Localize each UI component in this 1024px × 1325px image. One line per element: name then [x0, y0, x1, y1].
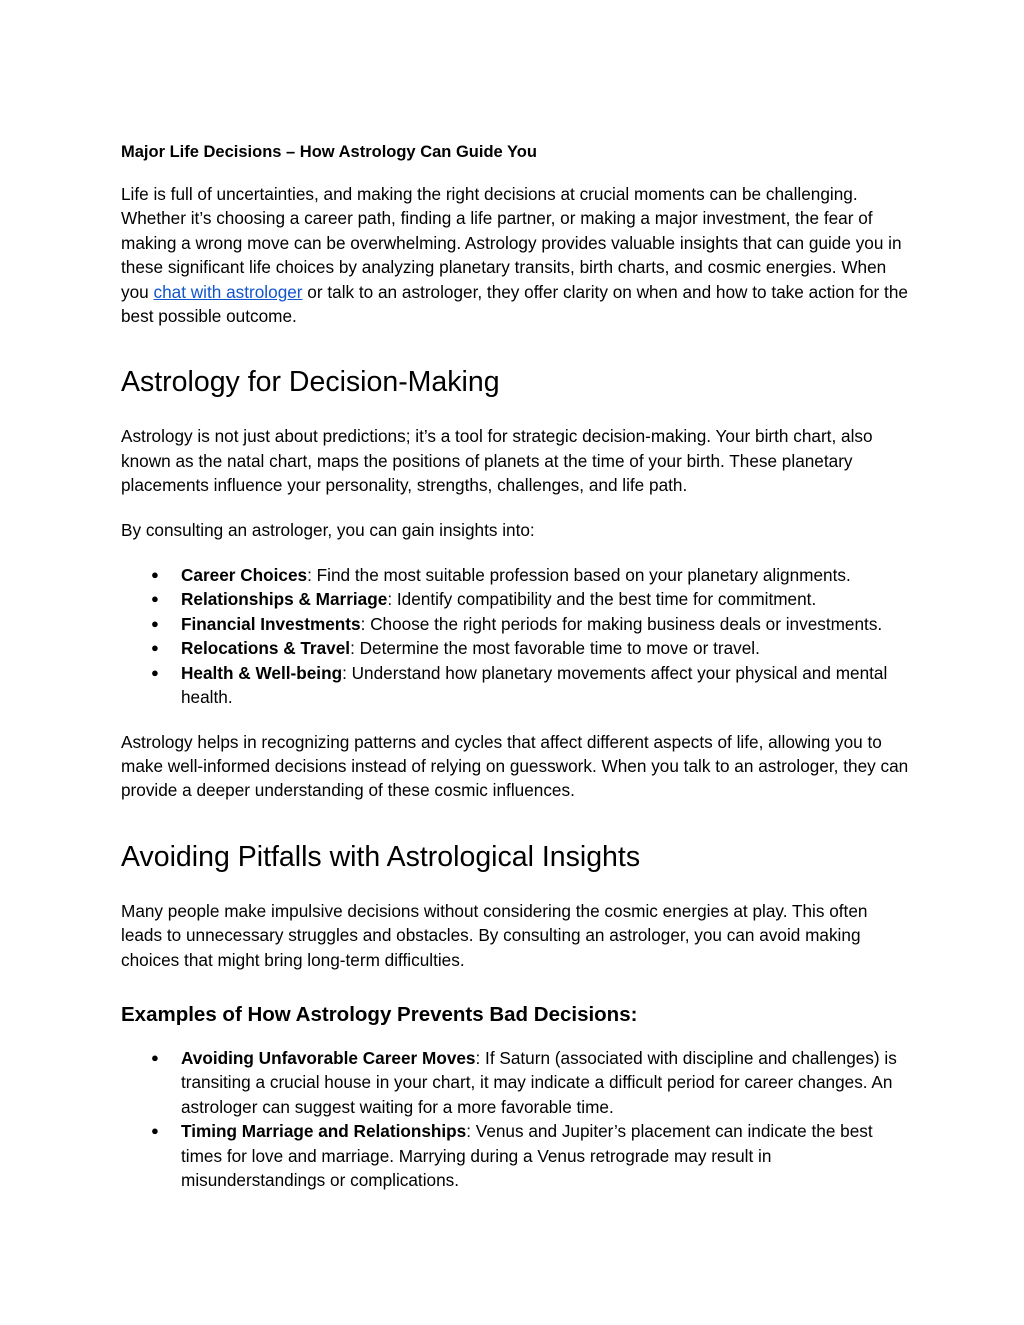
list-item: [121, 1119, 911, 1192]
intro-text-before: Life is full of uncertainties, and making the right decisions at crucial moments can be challenging. Whether it’s choosing a career path, finding a life partner, or making a major investment, the fear of making a wrong move can be overwhelming. Astrology provides valuable insights that can guide you in these significant life choices by analyzing planetary transits, birth charts, and cosmic energies. When you: [121, 184, 902, 302]
subheading-examples: Examples of How Astrology Prevents Bad Decisions:: [121, 1002, 638, 1026]
list-item: [121, 636, 911, 660]
section1-paragraph-1: Astrology is not just about predictions; it’s a tool for strategic decision-making. Your birth chart, also known as the natal chart, maps the positions of planets at the time of your birth. These planetary placements influence your personality, strengths, challenges, and life path.: [121, 426, 873, 496]
list-item: [121, 612, 911, 636]
section-heading-avoiding-pitfalls: Avoiding Pitfalls with Astrological Insights: [121, 840, 641, 873]
chat-with-astrologer-link[interactable]: chat with astrologer: [153, 281, 303, 302]
bullet-icon: ●: [151, 1123, 159, 1139]
section-heading-decision-making: Astrology for Decision-Making: [121, 366, 500, 399]
section1-paragraph-3: Astrology helps in recognizing patterns and cycles that affect different aspects of life, allowing you to make well-informed decisions instead of relying on guesswork. When you talk to an astrologer, they can provide a deeper understanding of these cosmic influences.: [121, 731, 909, 801]
bullet-icon: ●: [151, 640, 159, 656]
bullet-icon: ●: [151, 615, 159, 631]
list-item-term: Financial Investments: [181, 613, 361, 634]
list-item-text: : If Saturn (associated with discipline and challenges) is transiting a crucial house in your chart, it may indicate a difficult period for career changes. An astrologer can suggest waiting for a more favorable time.: [181, 1047, 897, 1117]
list-item-text: : Identify compatibility and the best time for commitment.: [387, 589, 817, 610]
list-item: [121, 661, 911, 710]
bullet-icon: ●: [151, 567, 159, 583]
examples-list: [121, 1046, 911, 1192]
list-item-text: : Venus and Jupiter’s placement can indicate the best times for love and marriage. Marrying during a Venus retrograde may result in misunderstandings or complications.: [181, 1121, 873, 1190]
list-item-term: Career Choices: [181, 565, 308, 586]
list-item: [121, 587, 911, 611]
section2-paragraph-1: Many people make impulsive decisions without considering the cosmic energies at play. This often leads to unnecessary struggles and obstacles. By consulting an astrologer, you can avoid making choices that might bring long-term difficulties.: [121, 900, 868, 970]
list-item-text: : Determine the most favorable time to move or travel.: [350, 638, 760, 659]
list-item-term: Avoiding Unfavorable Career Moves: [181, 1047, 476, 1068]
list-item-term: Relocations & Travel: [181, 638, 351, 659]
insights-list: [121, 563, 911, 709]
bullet-icon: ●: [151, 664, 159, 680]
intro-paragraph: [121, 182, 911, 328]
list-item-term: Relationships & Marriage: [181, 589, 388, 610]
section1-paragraph-2: By consulting an astrologer, you can gain insights into:: [121, 519, 535, 540]
list-item-text: : Choose the right periods for making business deals or investments.: [360, 613, 883, 634]
list-item: [121, 1046, 911, 1119]
document-page: [121, 138, 911, 1212]
list-item-term: Timing Marriage and Relationships: [181, 1121, 467, 1142]
bullet-icon: ●: [151, 1049, 159, 1065]
list-item-text: : Find the most suitable profession based on your planetary alignments.: [307, 565, 851, 586]
intro-text-after: or talk to an astrologer, they offer clarity on when and how to take action for the best possible outcome.: [121, 281, 908, 327]
document-title: Major Life Decisions – How Astrology Can Guide You: [121, 143, 537, 161]
list-item-text: : Understand how planetary movements affect your physical and mental health.: [181, 662, 888, 708]
list-item-term: Health & Well-being: [181, 662, 343, 683]
bullet-icon: ●: [151, 591, 159, 607]
list-item: [121, 563, 911, 587]
